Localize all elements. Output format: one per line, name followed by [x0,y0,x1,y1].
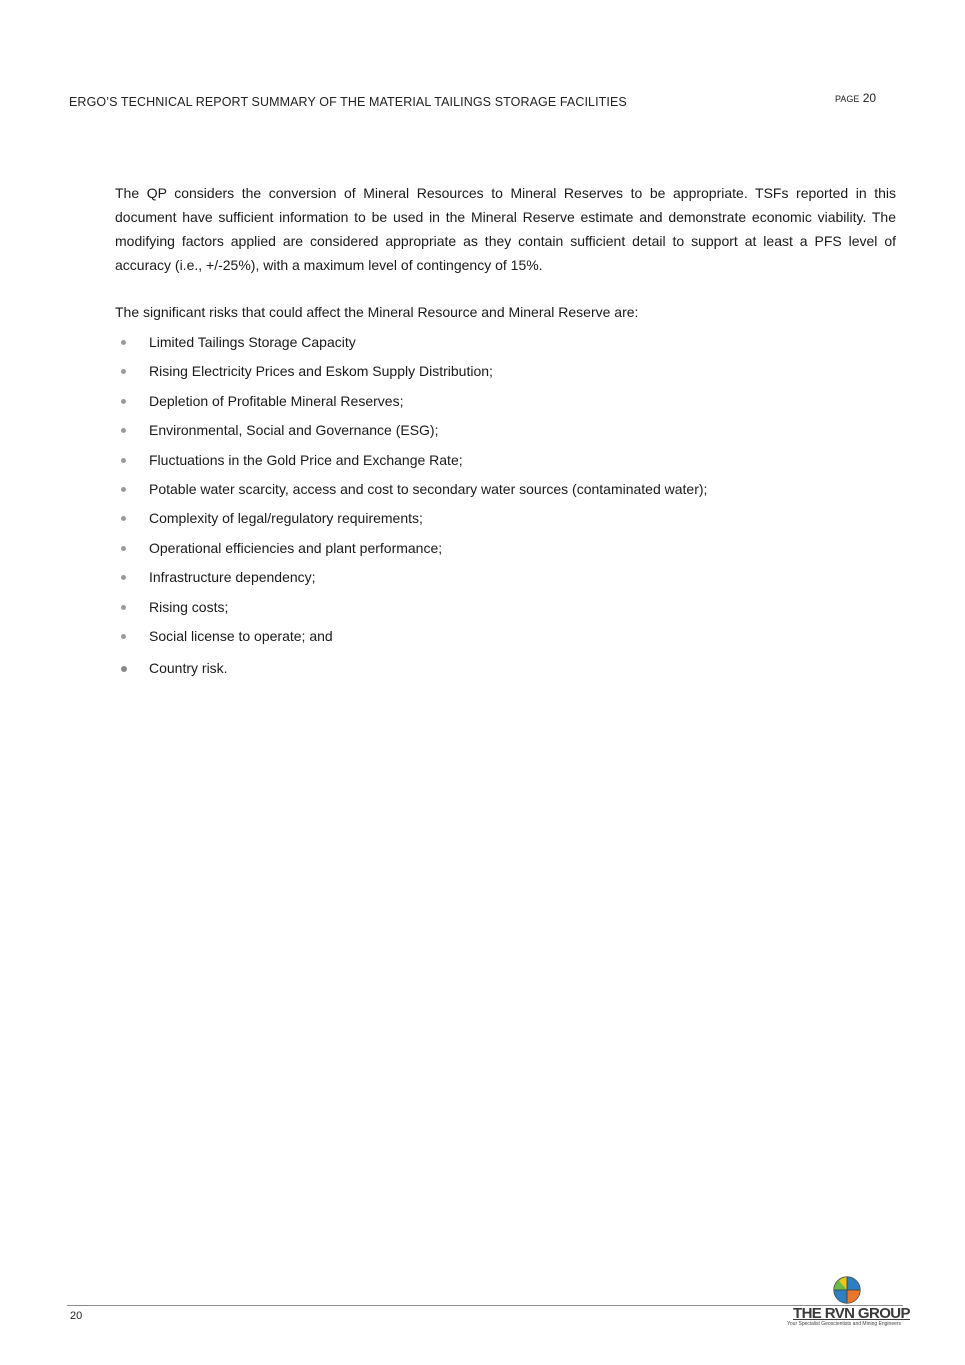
list-item-text: Social license to operate; and [149,627,333,644]
list-item [115,504,896,533]
list-item [115,654,896,683]
bullet-icon [121,399,126,404]
bullet-icon [121,428,126,433]
list-item [115,534,896,563]
list-item-text: Complexity of legal/regulatory requirements; [149,510,423,527]
list-item-text: Limited Tailings Storage Capacity [149,334,356,350]
bullet-icon [121,666,127,672]
report-header-title: ERGO’S TECHNICAL REPORT SUMMARY OF THE MATERIAL TAILINGS STORAGE FACILITIES [69,95,627,109]
list-item [115,357,896,386]
bullet-icon [121,605,126,610]
bullet-icon [121,546,126,551]
list-item-text: Rising Electricity Prices and Eskom Supply Distribution; [149,363,493,380]
bullet-icon [121,369,126,374]
list-item-text: Potable water scarcity, access and cost to secondary water sources (contaminated water); [149,480,708,497]
footer-page-number: 20 [70,1310,83,1322]
list-item [115,446,896,475]
logo-name: THE RVN GROUP [793,1305,910,1322]
list-item [115,475,896,504]
footer-divider [67,1305,903,1306]
bullet-icon [121,340,126,345]
list-item [115,328,896,357]
list-item [115,593,896,622]
list-item [115,416,896,445]
risk-list [115,328,896,684]
list-item-text: Environmental, Social and Governance (ESG); [149,422,439,439]
bullet-icon [121,575,126,580]
list-item-text: Fluctuations in the Gold Price and Exchange Rate; [149,451,463,468]
bullet-icon [121,516,126,521]
bullet-icon [121,487,126,492]
rvn-group-logo [787,1276,909,1332]
list-item-text: Country risk. [149,660,228,677]
bullet-icon [121,634,126,639]
list-item-text: Infrastructure dependency; [149,569,316,586]
list-item-text: Depletion of Profitable Mineral Reserves; [149,392,404,409]
list-item [115,622,896,651]
list-item-text: Operational efficiencies and plant performance; [149,539,443,556]
list-item [115,387,896,416]
paragraph-conversion: The QP considers the conversion of Mineral Resources to Mineral Reserves to be appropriate. TSFs reported in this document have sufficient information to be used in the Mineral Reserve estimate and demonstrate economic viability. The modifying factors applied are considered appropriate as they contain sufficient detail to support at least a PFS level of accuracy (i.e., +/-25%), with a maximum level of contingency of 15%. [115,185,896,273]
paragraph-risks-intro: The significant risks that could affect the Mineral Resource and Mineral Reserve are: [115,304,639,320]
logo-tagline: Your Specialist Geoscientists and Mining Engineers [787,1321,902,1327]
rvn-logo-icon [833,1276,861,1304]
header-page-number [835,91,876,105]
header-page-label: PAGE [835,94,860,104]
list-item [115,563,896,592]
list-item-text: Rising costs; [149,598,229,615]
bullet-icon [121,458,126,463]
header-page-value: 20 [862,91,877,105]
main-content [115,181,896,684]
